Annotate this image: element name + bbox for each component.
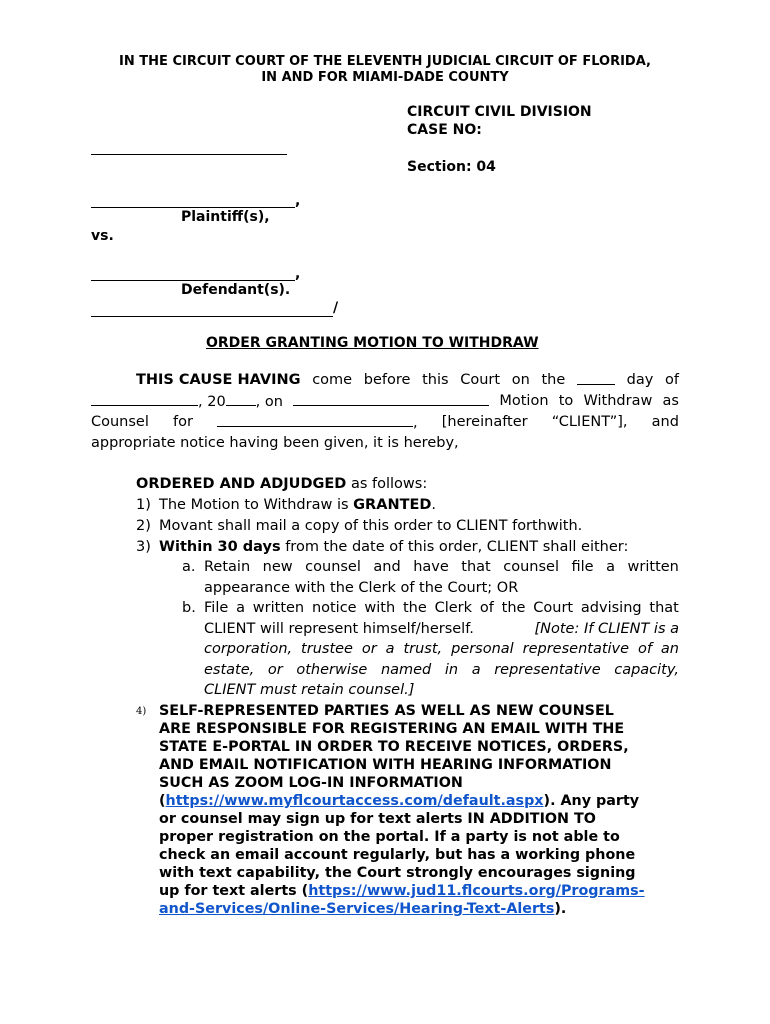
word: that [461,559,491,575]
word: the [403,600,427,616]
ordered-heading [136,474,427,495]
sub-b-label: b. [182,600,196,616]
word: representative [522,641,630,657]
word: trustee [301,641,353,657]
word: named [380,661,432,678]
intro-word: come [312,372,353,388]
item-1-post: . [431,497,437,513]
word: a [606,559,616,575]
item-4-line: or counsel may sign up for text alerts IN ADDITION TO [159,811,596,827]
item-1-text [159,495,436,516]
myflcourtaccess-link[interactable]: https://www.myflcourtaccess.com/default.aspx [165,793,544,809]
client-blank [217,412,413,427]
word: written [252,600,305,616]
word: trust, [403,641,443,657]
intro-cause-having: THIS CAUSE HAVING [136,372,301,388]
year-blank [226,391,256,406]
intro-word: to [558,393,574,409]
defendant-name-blank-line [91,280,295,281]
sub-b-line-4 [204,660,679,681]
month-blank [91,391,198,406]
word: Clerk [434,600,473,616]
intro-on: , on [255,394,283,410]
intro-word: Court [460,372,501,388]
item-3-number: 3) [136,539,151,555]
word: a [385,641,395,657]
sub-a-text [204,557,679,598]
intro-word: the [541,372,566,388]
case-number-label: CASE NO: [407,122,482,138]
intro-word: , [413,415,418,431]
word: capacity, [614,661,679,678]
intro-word: this [422,372,449,388]
word: new [262,559,293,575]
ordered-rest: as follows: [346,476,428,492]
word: counsel [503,559,559,575]
sub-b-line-5: CLIENT must retain counsel.] [204,682,415,698]
intro-word: Withdraw [583,393,653,409]
item-3-rest: from the date of this order, CLIENT shall either: [280,539,629,555]
word: and [373,559,401,575]
sub-b-line-3 [204,639,679,660]
word: with [364,600,396,616]
sub-b-note-start: [Note: If CLIENT is a [534,620,679,637]
word: personal [451,641,514,657]
word: or [267,661,283,678]
item-4-line [159,792,679,810]
word: otherwise [296,661,368,678]
day-blank [577,370,615,385]
item-1-number: 1) [136,497,151,513]
word: of [479,600,494,616]
item-1-granted: GRANTED [353,497,432,513]
item-3-text [159,537,628,558]
item-4-line: ARE RESPONSIBLE FOR REGISTERING AN EMAIL WITH THE [159,721,625,737]
word: written [627,559,679,575]
caption-closing-slash: / [333,300,339,316]
paren-close: ). Any party [543,793,640,809]
item-3-bold: Within 30 days [159,539,281,555]
paren-close-period: ). [554,901,567,917]
word: an [660,641,679,657]
plaintiff-comma: , [295,193,301,209]
word: in [444,661,459,678]
item-4-line: AND EMAIL NOTIFICATION WITH HEARING INFORMATION [159,757,612,773]
item-4-line: STATE E-PORTAL IN ORDER TO RECEIVE NOTICES, ORDERS, [159,739,629,755]
intro-word: “CLIENT”], [551,414,628,430]
word: estate, [204,661,255,678]
item-4-number: 4) [136,706,147,717]
word: of [637,641,652,657]
word: have [413,559,449,575]
item-4-text [159,702,679,918]
item-4-line [159,900,679,918]
word: file [571,559,594,575]
defendant-comma: , [295,266,301,282]
sub-b-line-2-pre: CLIENT will represent himself/herself. [204,620,474,637]
intro-word: day [626,372,654,388]
word: a [471,661,481,678]
text-alerts-pre: up for text alerts ( [159,883,309,899]
intro-year-prefix: , 20 [198,394,226,410]
item-2-text: Movant shall mail a copy of this order to CLIENT forthwith. [159,518,583,534]
word: notice [311,600,357,616]
item-2-number: 2) [136,518,151,534]
sub-a-line-2: appearance with the Clerk of the Court; OR [204,579,519,596]
plaintiff-label: Plaintiff(s), [181,209,270,225]
sub-a-line-1 [204,557,679,578]
item-1-pre: The Motion to Withdraw is [159,497,354,513]
word: counsel [305,559,361,575]
word: a [236,600,245,616]
word: that [649,600,679,616]
intro-line-4: appropriate notice having been given, it is hereby, [91,435,459,451]
versus-label: vs. [91,228,114,244]
item-4-line: SELF-REPRESENTED PARTIES AS WELL AS NEW COUNSEL [159,703,614,719]
defendant-label: Defendant(s). [181,282,291,298]
intro-word: Counsel [91,414,149,430]
intro-word: for [173,414,193,430]
sub-b-line-1 [204,598,679,619]
word: Retain [204,559,251,575]
intro-word: before [363,372,411,388]
item-4-line: with text capability, the Court strongly encourages signing [159,865,636,881]
item-4-line [159,882,679,900]
paren-open: ( [159,793,166,809]
intro-word: and [651,414,679,430]
ordered-bold: ORDERED AND ADJUDGED [136,476,347,492]
word: corporation, [204,641,293,657]
sub-b-text [204,598,679,701]
court-heading-line-1: IN THE CIRCUIT COURT OF THE ELEVENTH JUDICIAL CIRCUIT OF FLORIDA, [119,54,651,69]
intro-paragraph [91,370,679,454]
caption-closing-line [91,316,333,317]
hearing-text-alerts-link[interactable]: https://www.jud11.flcourts.org/Programs- [308,883,645,899]
intro-word: Motion [499,393,549,409]
word: advising [580,600,642,616]
item-4-line: SUCH AS ZOOM LOG-IN INFORMATION [159,775,463,791]
word: representative [494,661,601,678]
intro-word: on [511,372,530,388]
court-heading-line-2: IN AND FOR MIAMI-DADE COUNTY [261,70,509,85]
item-4-line: check an email account regularly, but has a working phone [159,847,636,863]
section-label: Section: 04 [407,159,496,175]
movant-blank [293,391,489,406]
sub-a-label: a. [182,559,196,575]
order-title: ORDER GRANTING MOTION TO WITHDRAW [206,335,539,351]
division-label: CIRCUIT CIVIL DIVISION [407,104,592,120]
word: Court [533,600,574,616]
hearing-text-alerts-link-continued[interactable]: and-Services/Online-Services/Hearing-Text-Alerts [159,901,555,917]
item-4-line: proper registration on the portal. If a party is not able to [159,829,620,845]
plaintiff-name-blank-line [91,207,295,208]
case-style-blank-line [91,154,287,155]
intro-word: [hereinafter [441,414,528,430]
sub-b-line-2 [204,619,679,640]
word: or [361,641,377,657]
word: the [501,600,526,616]
word: File [204,600,229,616]
intro-word: of [664,372,679,388]
intro-word: as [662,393,679,409]
